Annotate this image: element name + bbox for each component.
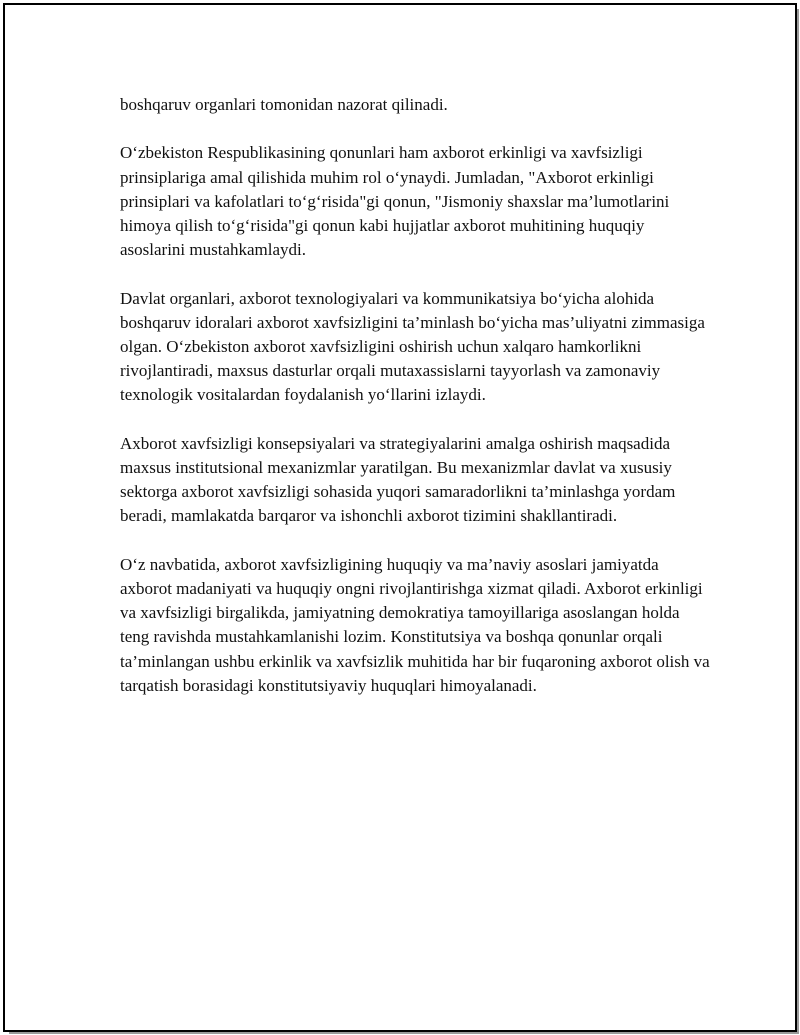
document-body xyxy=(120,93,710,722)
paragraph-mechanisms: Axborot xavfsizligi konsepsiyalari va strategiyalarini amalga oshirish maqsadida maxsus institutsional mexanizmlar yaratilgan. Bu mexanizmlar davlat va xususiy sektorga axborot xavfsizligi sohasida yuqori samaradorlikni ta’minlashga yordam beradi, mamlakatda barqaror va ishonchli axborot tizimini shakllantiradi. xyxy=(120,433,676,526)
page-frame xyxy=(3,3,797,1032)
paragraph-conclusion: O‘z navbatida, axborot xavfsizligining huquqiy va ma’naviy asoslari jamiyatda axborot madaniyati va huquqiy ongni rivojlantirishga xizmat qiladi. Axborot erkinligi va xavfsizligi birgalikda, jamiyatning demokratiya tamoyillariga asoslangan holda teng ravishda mustahkamlanishi lozim. Konstitutsiya va boshqa qonunlar orqali ta’minlangan ushbu erkinlik va xavfsizlik muhitida har bir fuqaroning axborot olish va tarqatish borasidagi konstitutsiyaviy huquqlari himoyalanadi. xyxy=(120,554,710,695)
paragraph-laws: O‘zbekiston Respublikasining qonunlari ham axborot erkinligi va xavfsizligi prinsiplariga amal qilishida muhim rol o‘ynaydi. Jumladan, "Axborot erkinligi prinsiplari va kafolatlari to‘g‘risida"gi qonun, "Jismoniy shaxslar ma’lumotlarini himoya qilish to‘g‘risida"gi qonun kabi hujjatlar axborot muhitining huquqiy asoslarini mustahkamlaydi. xyxy=(120,143,670,260)
paragraph-state-bodies: Davlat organlari, axborot texnologiyalari va kommunikatsiya bo‘yicha alohida boshqaruv idoralari axborot xavfsizligini ta’minlash bo‘yicha mas’uliyatni zimmasiga olgan. O‘zbekiston axborot xavfsizligini oshirish uchun xalqaro hamkorlikni rivojlantiradi, maxsus dasturlar orqali mutaxassislarni tayyorlash va zamonaviy texnologik vositalardan foydalanish yo‘llarini izlaydi. xyxy=(120,288,705,405)
paragraph-continuation: boshqaruv organlari tomonidan nazorat qilinadi. xyxy=(120,95,448,114)
